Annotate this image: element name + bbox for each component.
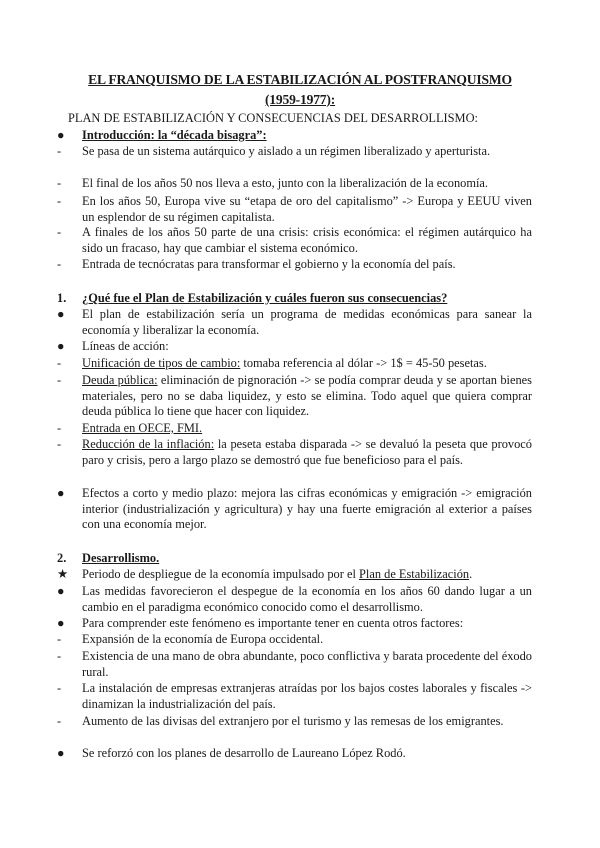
intro-item-3: [57, 194, 532, 225]
intro-item-5: [57, 257, 532, 273]
section-1-dash-text: [82, 437, 532, 468]
section-2-number: 2.: [57, 551, 67, 565]
section-1-dash-text: [82, 356, 532, 372]
dash-label: Reducción de la inflación:: [82, 437, 215, 451]
section-2-dash-text: La instalación de empresas extranjeras atraídas por los bajos costes laborales y fiscales -> dinamizan la industrialización del país.: [82, 681, 532, 711]
dash-label: Unificación de tipos de cambio:: [82, 356, 241, 370]
section-1-heading-row: [57, 291, 552, 307]
section-2-bullet-text: Para comprender este fenómeno es importante tener en cuenta otros factores:: [82, 616, 464, 630]
bullet-marker: ●: [57, 128, 65, 142]
dash-marker: -: [57, 225, 62, 239]
section-1-dash-text: [82, 421, 532, 437]
section-2-dash-2: [57, 649, 533, 680]
dash-marker: -: [57, 649, 62, 663]
dash-marker: -: [57, 714, 62, 728]
section-2-dash-text: Aumento de las divisas del extranjero por el turismo y las remesas de los emigrantes.: [82, 714, 504, 728]
section-2-bullet-text: Las medidas favorecieron el despegue de la economía en los años 60 dando lugar a un cambio en el paradigma económico conocido como el desarrollismo.: [82, 584, 532, 614]
star-marker: ★: [57, 567, 69, 581]
dash-body: tomaba referencia al dólar -> 1$ = 45-50 pesetas.: [240, 356, 487, 370]
bullet-marker: ●: [57, 616, 65, 630]
section-2-heading-row: [57, 551, 552, 567]
section-2-dash-4: [57, 714, 532, 730]
star-end: .: [469, 567, 473, 581]
dash-label: Deuda pública:: [82, 373, 158, 387]
intro-item-text: Entrada de tecnócratas para transformar el gobierno y la economía del país.: [82, 257, 456, 271]
dash-marker: -: [57, 681, 62, 695]
dash-marker: -: [57, 632, 62, 646]
section-2-heading: Desarrollismo.: [82, 551, 160, 565]
bullet-marker: ●: [57, 486, 65, 500]
intro-item-1: [57, 144, 532, 160]
section-1-dash-1: [57, 356, 532, 372]
bullet-marker: ●: [57, 307, 65, 321]
section-2-star-text: [82, 567, 532, 583]
document-subtitle: PLAN DE ESTABILIZACIÓN Y CONSECUENCIAS DEL DESARROLLISMO:: [68, 111, 478, 125]
section-1-dash-text: [82, 373, 532, 420]
intro-item-2: [57, 176, 532, 192]
star-body: Periodo de despliegue de la economía impulsado por el: [82, 567, 359, 581]
section-1-bullet-3: [57, 486, 532, 533]
dash-marker: -: [57, 176, 62, 190]
section-1-bullet-text: Efectos a corto y medio plazo: mejora las cifras económicas y emigración -> emigración interior (industrialización y agricultura) y hay una fuerte emigración al exterior a países con una economía mejor.: [82, 486, 532, 532]
bullet-marker: ●: [57, 746, 65, 760]
document-title-line-2: (1959-1977):: [264, 92, 336, 107]
dash-marker: -: [57, 144, 62, 158]
section-1-bullet-text: Líneas de acción:: [82, 339, 169, 353]
dash-marker: -: [57, 194, 62, 208]
section-2-bullet-3: [57, 746, 532, 762]
intro-item-text: Se pasa de un sistema autárquico y aislado a un régimen liberalizado y aperturista.: [82, 144, 491, 158]
dash-label: Entrada en OECE, FMI.: [82, 421, 203, 435]
intro-item-text: A finales de los años 50 parte de una crisis: crisis económica: el régimen autárquico ha sido un fracaso, hay que cambiar el sistema económico.: [82, 225, 532, 255]
intro-item-4: [57, 225, 532, 256]
section-1-bullet-2: [57, 339, 532, 355]
dash-marker: -: [57, 373, 62, 387]
section-1-number: 1.: [57, 291, 67, 305]
plan-estabilizacion-link[interactable]: Plan de Estabilización: [359, 567, 470, 581]
intro-item-text: El final de los años 50 nos lleva a esto, junto con la liberalización de la economía.: [82, 176, 489, 190]
dash-marker: -: [57, 421, 62, 435]
section-2-dash-3: [57, 681, 532, 712]
bullet-marker: ●: [57, 339, 65, 353]
document-title-line-1: EL FRANQUISMO DE LA ESTABILIZACIÓN AL POSTFRANQUISMO: [88, 72, 512, 87]
bullet-marker: ●: [57, 584, 65, 598]
section-2-dash-text: Existencia de una mano de obra abundante, poco conflictiva y barata procedente del éxodo rural.: [82, 649, 533, 679]
section-1-dash-2: [57, 373, 532, 420]
dash-body: eliminación de pignoración -> se podía comprar deuda y se aportan bienes materiales, pero no se daba liquidez, y esto se elimina. Todo aquel que quiera comprar deuda pública lo tiene que hacer con liquidez.: [82, 373, 532, 419]
section-2-dash-text: Expansión de la economía de Europa occidental.: [82, 632, 324, 646]
section-2-bullet-2: [57, 616, 532, 632]
intro-item-text: En los años 50, Europa vive su “etapa de oro del capitalismo” -> Europa y EEUU viven un esplendor de su régimen capitalista.: [82, 194, 532, 224]
dash-marker: -: [57, 257, 62, 271]
dash-body: la peseta estaba disparada -> se devaluó la peseta que provocó paro y crisis, pero a largo plazo se demostró que fue beneficioso para el país.: [82, 437, 532, 467]
section-2-dash-1: [57, 632, 532, 648]
dash-marker: -: [57, 356, 62, 370]
intro-heading-row: [57, 128, 552, 144]
section-1-dash-3: [57, 421, 532, 437]
section-1-heading: ¿Qué fue el Plan de Estabilización y cuáles fueron sus consecuencias?: [82, 291, 448, 305]
dash-marker: -: [57, 437, 62, 451]
section-1-bullet-text: El plan de estabilización sería un programa de medidas económicas para sanear la economía y liberalizar la economía.: [82, 307, 532, 337]
section-1-bullet-1: [57, 307, 532, 338]
section-2-bullet-text: Se reforzó con los planes de desarrollo de Laureano López Rodó.: [82, 746, 406, 760]
section-2-bullet-1: [57, 584, 532, 615]
section-2-star-item: [57, 567, 532, 583]
section-1-dash-4: [57, 437, 532, 468]
intro-heading: Introducción: la “década bisagra”:: [82, 128, 267, 142]
